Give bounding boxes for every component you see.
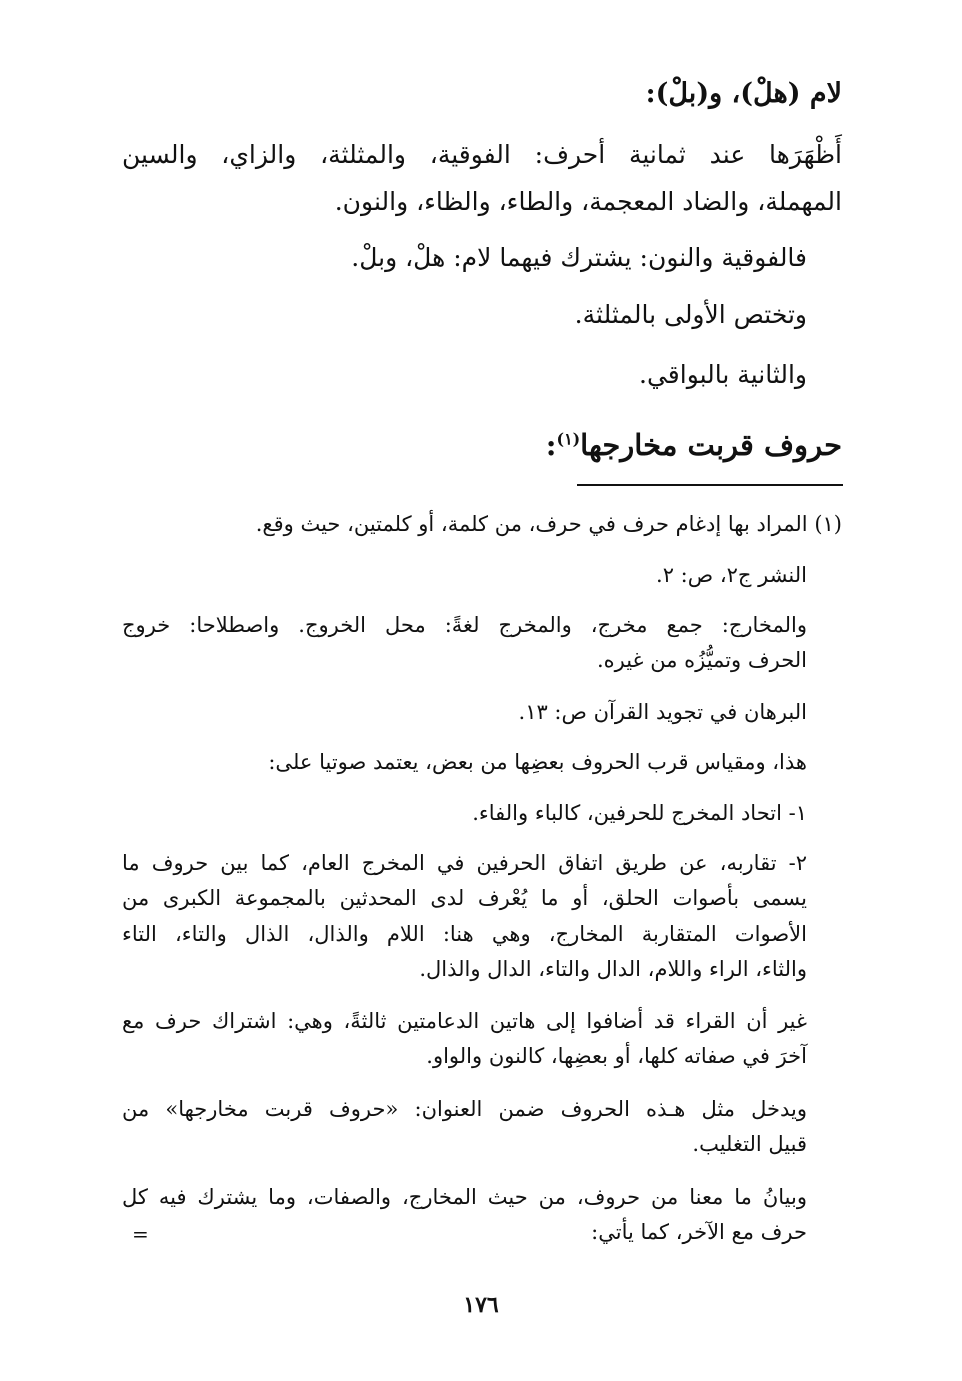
body-line-5: والثانية بالبواقي. — [639, 360, 807, 389]
footnote-line-7: ١- اتحاد المخرج للحرفين، كالباء والفاء. — [472, 801, 807, 825]
footnote-line-2: النشر ج٢، ص: ٢. — [656, 563, 807, 587]
heading-lam-hal-bal: لام (هلْ)، و(بلْ): — [645, 78, 842, 109]
footnote-separator — [577, 484, 843, 486]
footnote-line-13: آخرَ في صفاته كلها، أو بعضِها، كالنون والواو. — [426, 1044, 807, 1068]
body-line-3: فالفوقية والنون: يشترك فيهما لام: هلْ، وبلْ. — [351, 243, 807, 272]
footnote-line-16: وبيانُ ما معنا من حروف، من حيث المخارج، والصفات، وما يشترك فيه كل — [122, 1185, 807, 1209]
footnote-line-11: والثاء، الراء واللام، الدال والتاء، الدال والذال. — [419, 957, 807, 981]
footnote-line-4: الحرف وتميُّزُه من غيره. — [596, 648, 807, 672]
footnote-ref: (١) — [556, 429, 581, 449]
footnote-line-14: ويدخل مثل هـذه الحروف ضمن العنوان: «حروف قربت مخارجها» من — [122, 1097, 807, 1121]
section-title-colon: : — [545, 428, 557, 462]
footnote-line-3: والمخارج: جمع مخرج، والمخرج لغةً: محل الخروج. واصطلاحا: خروج — [122, 613, 807, 637]
footnote-line-8: ٢- تقاربه، عن طريق اتفاق الحرفين في المخرج العام، كما بين حروف ما — [122, 851, 807, 875]
footnote-line-5: البرهان في تجويد القرآن ص: ١٣. — [518, 700, 807, 724]
body-line-4: وتختص الأولى بالمثلثة. — [574, 300, 807, 329]
section-title — [122, 428, 842, 462]
footnote-line-6: هذا، ومقياس قرب الحروف بعضِها من بعض، يعتمد صوتيا على: — [268, 750, 807, 774]
page-number: ١٧٦ — [463, 1292, 499, 1318]
footnote-line-15: قبيل التغليب. — [692, 1132, 807, 1156]
footnote-line-17: حرف مع الآخر، كما يأتي: — [591, 1220, 807, 1244]
footnote-line-12: غير أن القراء قد أضافوا إلى هاتين الدعامتين ثالثةً، وهي: اشتراك حرف مع — [122, 1009, 807, 1033]
continuation-marker: = — [132, 1222, 149, 1246]
footnote-line-1: (١) المراد بها إدغام حرف في حرف، من كلمة، أو كلمتين، حيث وقع. — [255, 512, 842, 536]
section-title-text: حروف قربت مخارجها — [580, 428, 842, 462]
footnote-line-10: الأصوات المتقاربة المخارج، وهي هنا: اللام والذال، الذال والتاء، التاء — [122, 922, 807, 946]
footnote-line-9: يسمى بأصوات الحلق، أو ما يُعْرف لدى المحدثين بالمجموعة الكبرى من — [122, 886, 807, 910]
body-line-1: أَظْهَرَها عند ثمانية أحرف: الفوقية، والمثلثة، والزاي، والسين — [122, 140, 842, 169]
body-line-2: المهملة، والضاد المعجمة، والطاء، والظاء، والنون. — [334, 187, 842, 216]
